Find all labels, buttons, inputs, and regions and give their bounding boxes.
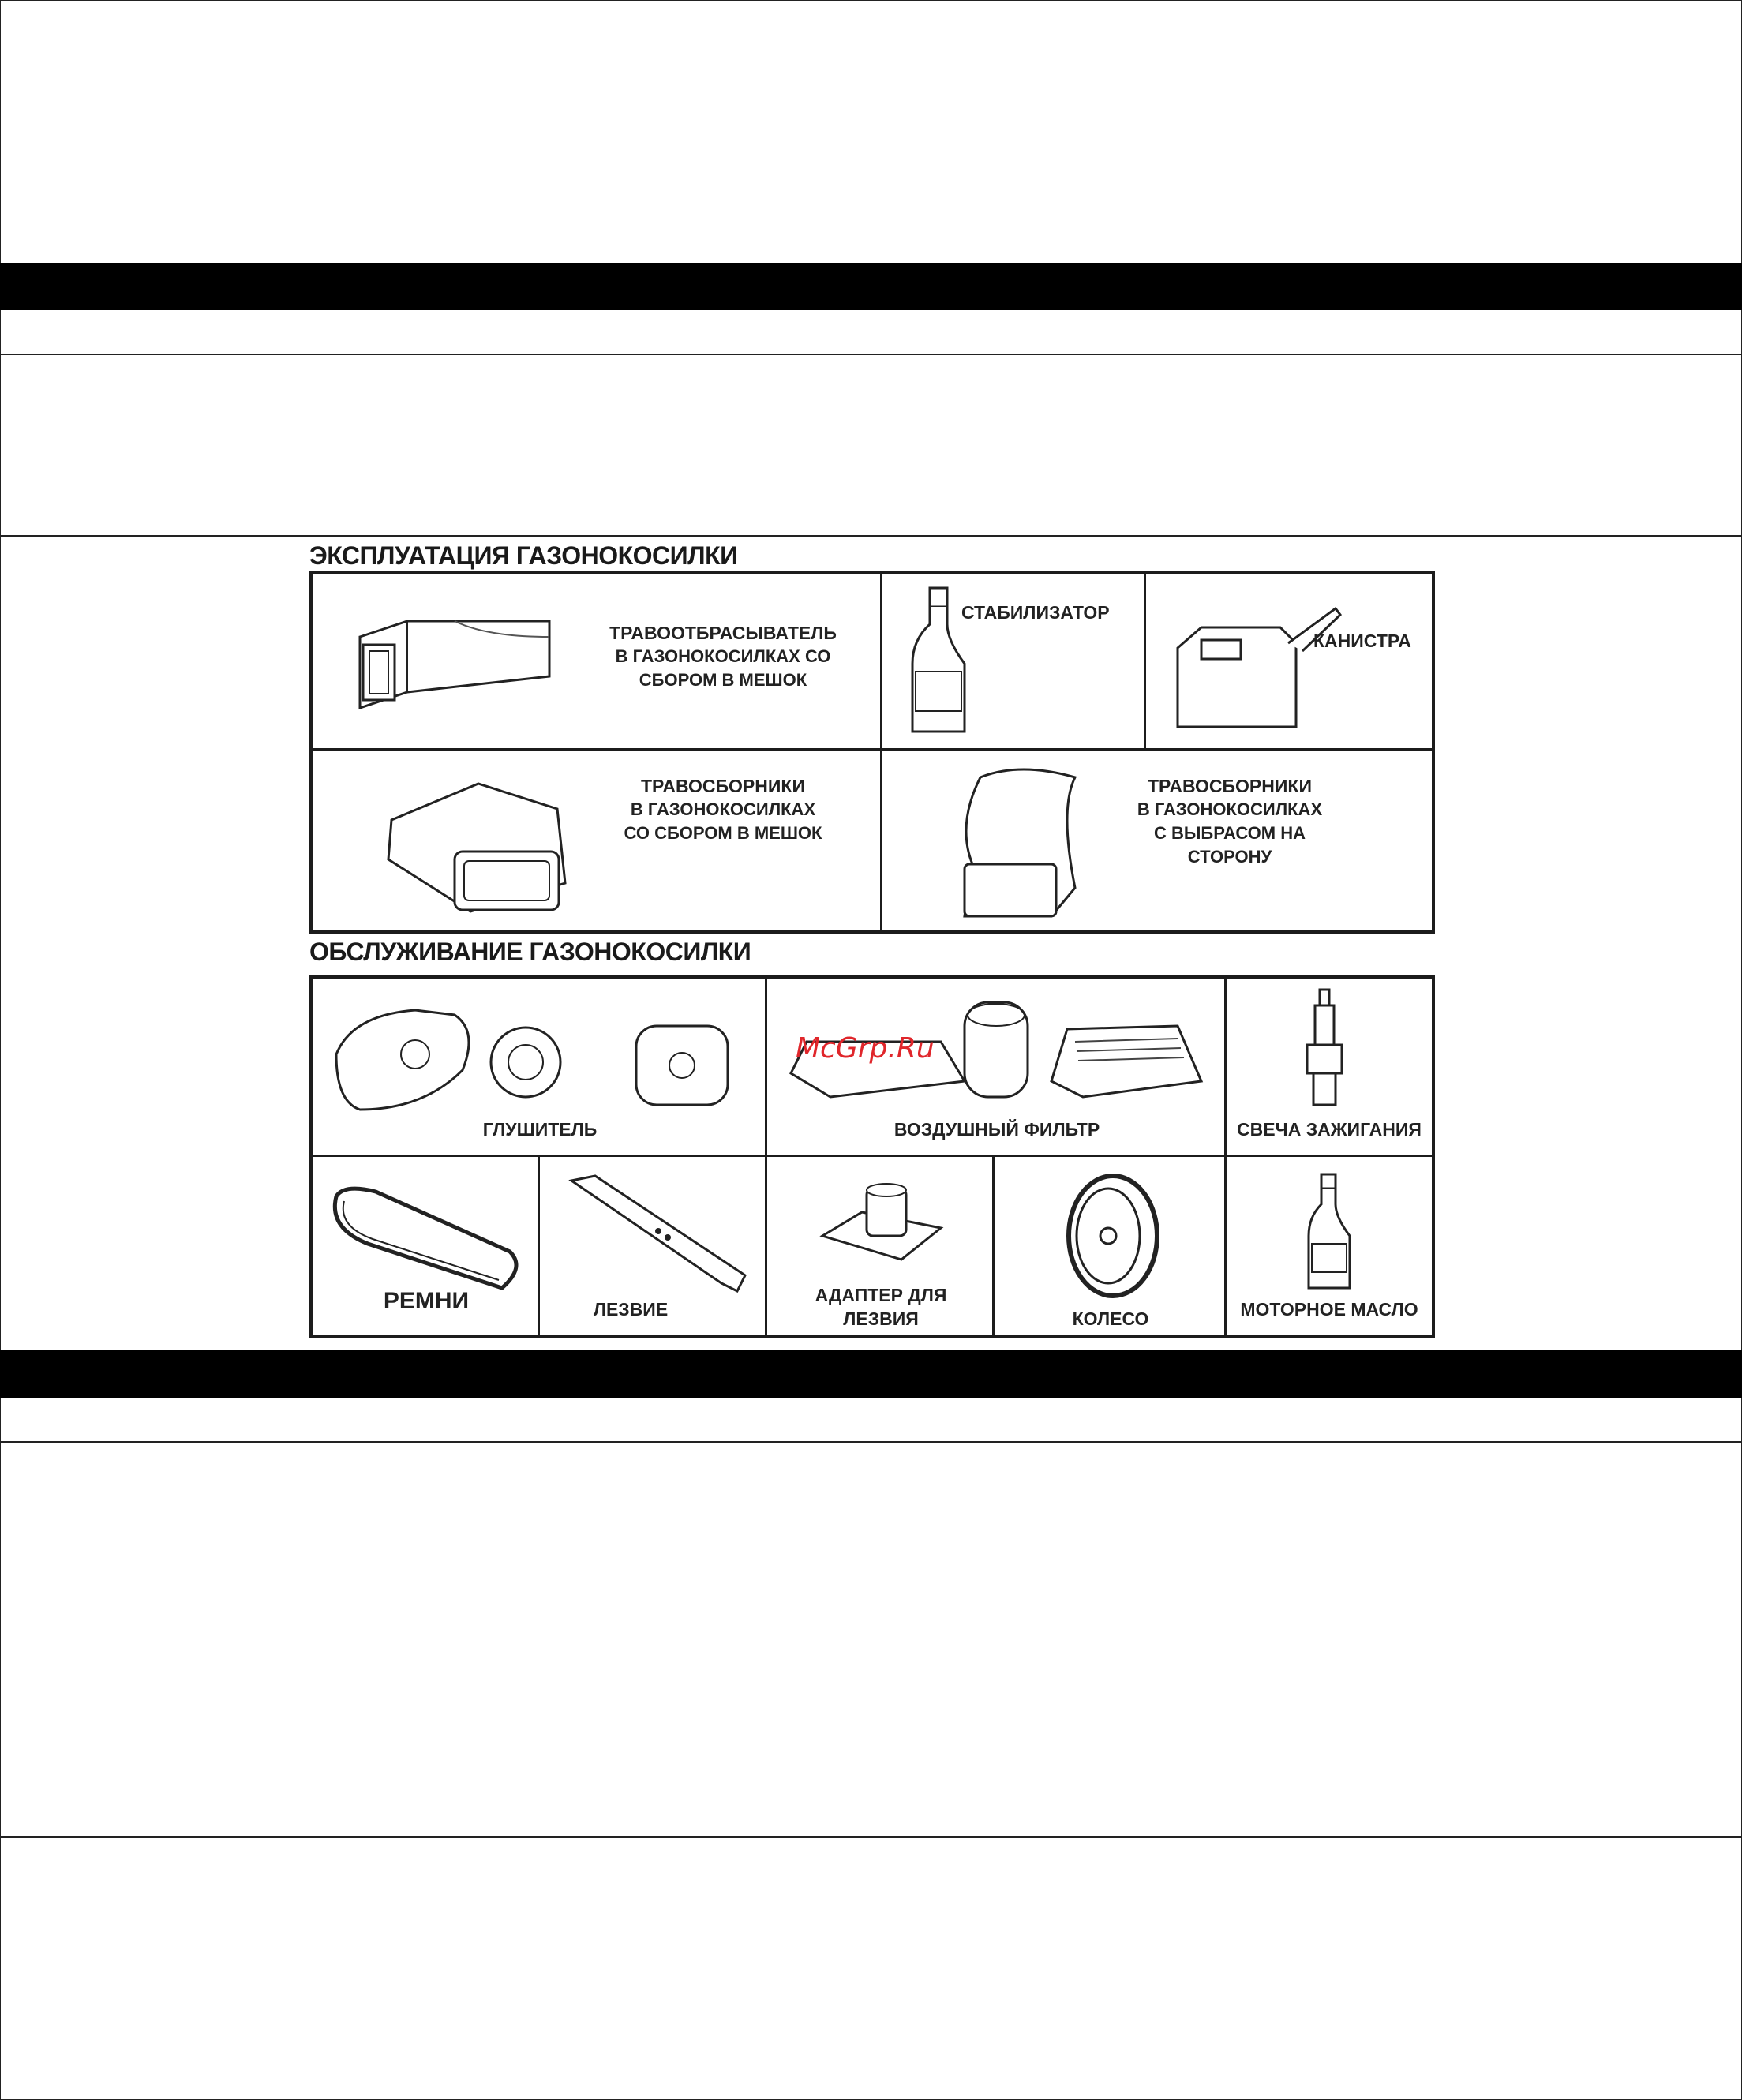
header-bar-top <box>0 263 1742 310</box>
maintenance-grid <box>309 975 1435 1338</box>
wheel-label: КОЛЕСО <box>1072 1308 1149 1329</box>
maintenance-cell-spark-plug <box>1227 979 1432 1157</box>
blade-label: ЛЕЗВИЕ <box>593 1299 669 1320</box>
side-discharge-bag-icon <box>949 762 1091 919</box>
operation-cell-stabilizer <box>882 574 1146 751</box>
maintenance-cell-belts <box>313 1157 540 1335</box>
air-filter-label: ВОЗДУШНЫЙ ФИЛЬТР <box>893 1119 1100 1140</box>
grass-catcher-bag-icon <box>376 773 565 915</box>
catcher-label: ТРАВОСБОРНИКИ В ГАЗОНОКОСИЛКАХ СО СБОРОМ В МЕШОК <box>624 776 822 843</box>
fuel-canister-icon <box>1170 593 1343 735</box>
divider-line <box>0 1441 1742 1443</box>
maintenance-cell-blade <box>540 1157 767 1335</box>
discharge-chute-icon <box>352 605 565 724</box>
operation-cell-chute <box>313 574 882 751</box>
motor-oil-bottle-icon <box>1306 1173 1353 1291</box>
maintenance-cell-muffler <box>313 979 767 1157</box>
operation-cell-canister <box>1146 574 1432 751</box>
divider-line <box>0 354 1742 355</box>
canister-label: КАНИСТРА <box>1313 631 1411 651</box>
operation-grid <box>309 571 1435 934</box>
side-label: ТРАВОСБОРНИКИ В ГАЗОНОКОСИЛКАХ С ВЫБРАСОМ НА СТОРОНУ <box>1137 776 1323 867</box>
wheel-icon <box>1058 1173 1160 1299</box>
muffler-label: ГЛУШИТЕЛЬ <box>482 1119 598 1140</box>
belts-label: РЕМНИ <box>383 1288 470 1314</box>
maintenance-cell-motor-oil <box>1227 1157 1432 1335</box>
operation-cell-catcher <box>313 751 882 930</box>
stabilizer-label: СТАБИЛИЗАТОР <box>961 602 1110 623</box>
adapter-label: АДАПТЕР ДЛЯ ЛЕЗВИЯ <box>815 1285 947 1329</box>
blade-adapter-icon <box>815 1181 949 1275</box>
motor-oil-label: МОТОРНОЕ МАСЛО <box>1240 1299 1418 1320</box>
divider-line <box>0 535 1742 537</box>
operation-title: ЭКСПЛУАТАЦИЯ ГАЗОНОКОСИЛКИ <box>309 541 738 570</box>
blade-icon <box>564 1173 753 1291</box>
spark-plug-icon <box>1298 990 1353 1116</box>
maintenance-title: ОБСЛУЖИВАНИЕ ГАЗОНОКОСИЛКИ <box>309 938 751 966</box>
operation-cell-side <box>882 751 1432 930</box>
header-bar-bottom <box>0 1350 1742 1398</box>
maintenance-cell-wheel <box>995 1157 1227 1335</box>
muffler-icon <box>328 999 747 1117</box>
spark-plug-label: СВЕЧА ЗАЖИГАНИЯ <box>1237 1119 1422 1140</box>
chute-label: ТРАВООТБРАСЫВАТЕЛЬ В ГАЗОНОКОСИЛКАХ СО СБОРОМ В МЕШОК <box>609 623 837 690</box>
watermark: McGrp.Ru <box>796 1032 935 1065</box>
maintenance-cell-air-filter <box>767 979 1227 1157</box>
divider-line <box>0 1836 1742 1838</box>
maintenance-cell-adapter <box>767 1157 995 1335</box>
belt-icon <box>320 1181 526 1291</box>
